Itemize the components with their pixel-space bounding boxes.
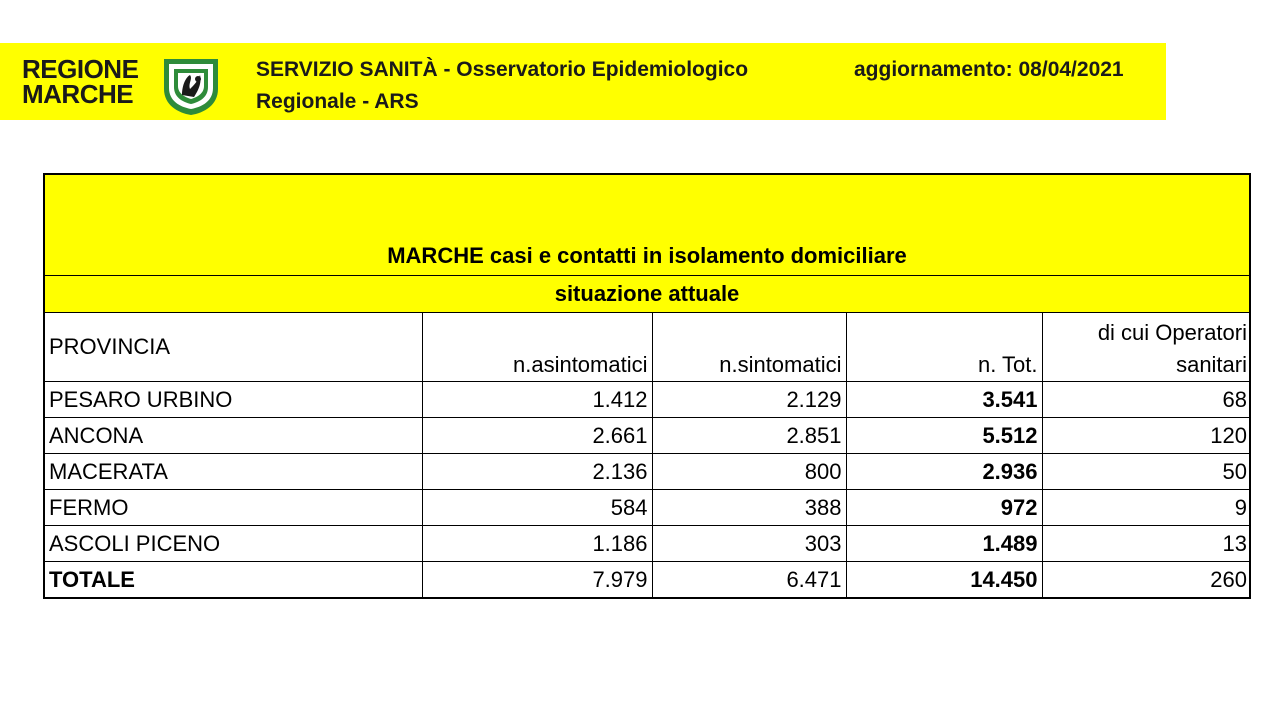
table-subtitle: situazione attuale <box>45 276 1249 313</box>
cell-tot: 1.489 <box>846 526 1042 562</box>
table-row <box>45 418 1251 454</box>
cell-provincia: PESARO URBINO <box>45 382 422 418</box>
cell-asintomatici: 584 <box>422 490 652 526</box>
column-header-asintomatici: n.asintomatici <box>422 313 652 382</box>
cell-operatori: 68 <box>1042 382 1251 418</box>
data-table <box>45 313 1251 597</box>
cell-operatori: 120 <box>1042 418 1251 454</box>
table-row <box>45 526 1251 562</box>
header-banner <box>0 43 1166 120</box>
cell-asintomatici: 2.136 <box>422 454 652 490</box>
table-row <box>45 454 1251 490</box>
cell-tot: 972 <box>846 490 1042 526</box>
cell-sintomatici: 2.129 <box>652 382 846 418</box>
cell-provincia: ANCONA <box>45 418 422 454</box>
update-date: aggiornamento: 08/04/2021 <box>854 58 1124 81</box>
column-header-provincia: PROVINCIA <box>45 313 422 382</box>
regione-marche-emblem-icon <box>160 55 222 117</box>
table-row <box>45 490 1251 526</box>
table-row <box>45 382 1251 418</box>
cell-operatori: 9 <box>1042 490 1251 526</box>
table-title-row <box>45 175 1249 276</box>
cell-sintomatici: 800 <box>652 454 846 490</box>
cell-asintomatici: 1.186 <box>422 526 652 562</box>
cell-asintomatici: 1.412 <box>422 382 652 418</box>
table-title: MARCHE casi e contatti in isolamento domiciliare <box>387 243 907 268</box>
column-header-tot: n. Tot. <box>846 313 1042 382</box>
cell-provincia: MACERATA <box>45 454 422 490</box>
cell-sintomatici: 388 <box>652 490 846 526</box>
cell-asintomatici: 7.979 <box>422 562 652 598</box>
cell-asintomatici: 2.661 <box>422 418 652 454</box>
cell-provincia-totale: TOTALE <box>45 562 422 598</box>
isolation-table <box>43 173 1251 599</box>
cell-operatori: 13 <box>1042 526 1251 562</box>
cell-operatori: 50 <box>1042 454 1251 490</box>
cell-sintomatici: 6.471 <box>652 562 846 598</box>
cell-sintomatici: 2.851 <box>652 418 846 454</box>
cell-provincia: ASCOLI PICENO <box>45 526 422 562</box>
cell-provincia: FERMO <box>45 490 422 526</box>
cell-tot: 14.450 <box>846 562 1042 598</box>
table-header-row <box>45 313 1251 382</box>
column-header-sintomatici: n.sintomatici <box>652 313 846 382</box>
cell-tot: 5.512 <box>846 418 1042 454</box>
cell-tot: 2.936 <box>846 454 1042 490</box>
column-header-operatori: di cui Operatori sanitari <box>1042 313 1251 382</box>
service-title: SERVIZIO SANITÀ - Osservatorio Epidemiologico Regionale - ARS <box>256 58 749 113</box>
logo-text: REGIONE MARCHE <box>22 54 139 109</box>
cell-tot: 3.541 <box>846 382 1042 418</box>
regione-marche-logo <box>22 55 232 115</box>
cell-sintomatici: 303 <box>652 526 846 562</box>
table-total-row <box>45 562 1251 598</box>
cell-operatori: 260 <box>1042 562 1251 598</box>
